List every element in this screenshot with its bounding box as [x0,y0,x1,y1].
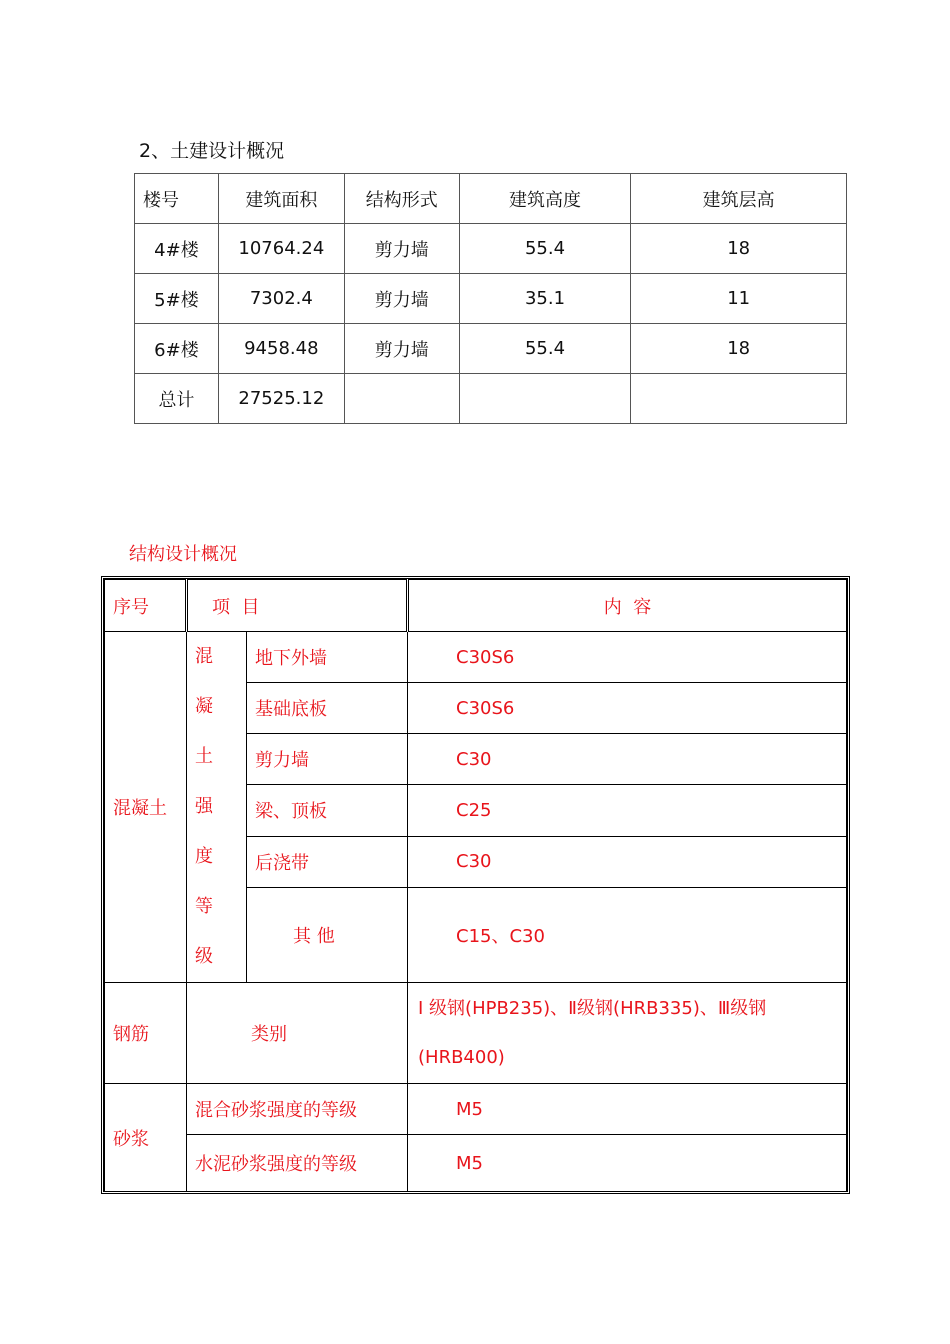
cell-empty [459,374,631,424]
cell-structure: 剪力墙 [344,324,459,374]
header-area: 建筑面积 [218,174,344,224]
table-row [105,1084,847,1135]
vertical-char: 度 [195,846,213,867]
cell-structure: 剪力墙 [344,274,459,324]
header-height: 建筑高度 [459,174,631,224]
rebar-value-line2: (HRB400) [418,1047,505,1068]
header-structure: 结构形式 [344,174,459,224]
table-row [135,324,847,374]
cell-empty [344,374,459,424]
vertical-char: 等 [195,896,213,917]
section1-title: 2、土建设计概况 [139,140,285,162]
item-label: 类别 [187,983,408,1084]
structure-design-table [104,579,847,1192]
cell-floors: 11 [631,274,847,324]
cell-area: 10764.24 [218,224,344,274]
item-value: M5 [408,1084,847,1135]
cell-floors: 18 [631,324,847,374]
cell-area: 7302.4 [218,274,344,324]
rebar-value-line1: Ⅰ 级钢(HPB235)、Ⅱ级钢(HRB335)、Ⅲ级钢 [418,998,767,1019]
cell-empty [631,374,847,424]
vertical-char: 土 [195,746,213,767]
vertical-char: 混 [195,646,213,667]
group-mortar: 砂浆 [105,1084,187,1192]
item-label: 基础底板 [247,683,408,734]
cell-building-no: 4#楼 [135,224,219,274]
cell-height: 35.1 [459,274,631,324]
item-value: C30S6 [408,632,847,683]
header-seq: 序号 [105,580,187,632]
table-row-total [135,374,847,424]
item-label: 混合砂浆强度的等级 [187,1084,408,1135]
vertical-char: 级 [195,946,213,967]
vertical-char: 强 [195,796,213,817]
group-concrete-strength [187,632,247,983]
vertical-char: 凝 [195,696,213,717]
item-value: C15、C30 [408,887,847,982]
cell-floors: 18 [631,224,847,274]
header-floors: 建筑层高 [631,174,847,224]
section2-title: 结构设计概况 [129,544,237,565]
table-header-row [105,580,847,632]
item-value: M5 [408,1135,847,1192]
cell-height: 55.4 [459,324,631,374]
item-value: C30S6 [408,683,847,734]
table-row [105,632,847,683]
building-summary-table [134,173,847,424]
item-label: 剪力墙 [247,734,408,785]
group-rebar: 钢筋 [105,983,187,1084]
item-label: 地下外墙 [247,632,408,683]
item-label: 梁、顶板 [247,785,408,836]
item-value [408,983,847,1084]
cell-building-no: 5#楼 [135,274,219,324]
header-item: 项 目 [187,580,408,632]
table-row [105,1135,847,1192]
table-header-row [135,174,847,224]
group-concrete: 混凝土 [105,632,187,983]
header-content: 内 容 [408,580,847,632]
cell-total-area: 27525.12 [218,374,344,424]
cell-total-label: 总计 [135,374,219,424]
item-label: 后浇带 [247,836,408,887]
cell-building-no: 6#楼 [135,324,219,374]
item-value: C30 [408,734,847,785]
item-label: 水泥砂浆强度的等级 [187,1135,408,1192]
item-label: 其 他 [247,887,408,982]
item-value: C25 [408,785,847,836]
table-row [105,983,847,1084]
item-value: C30 [408,836,847,887]
table-row [135,274,847,324]
cell-height: 55.4 [459,224,631,274]
header-building-no: 楼号 [135,174,219,224]
cell-area: 9458.48 [218,324,344,374]
cell-structure: 剪力墙 [344,224,459,274]
table-row [135,224,847,274]
